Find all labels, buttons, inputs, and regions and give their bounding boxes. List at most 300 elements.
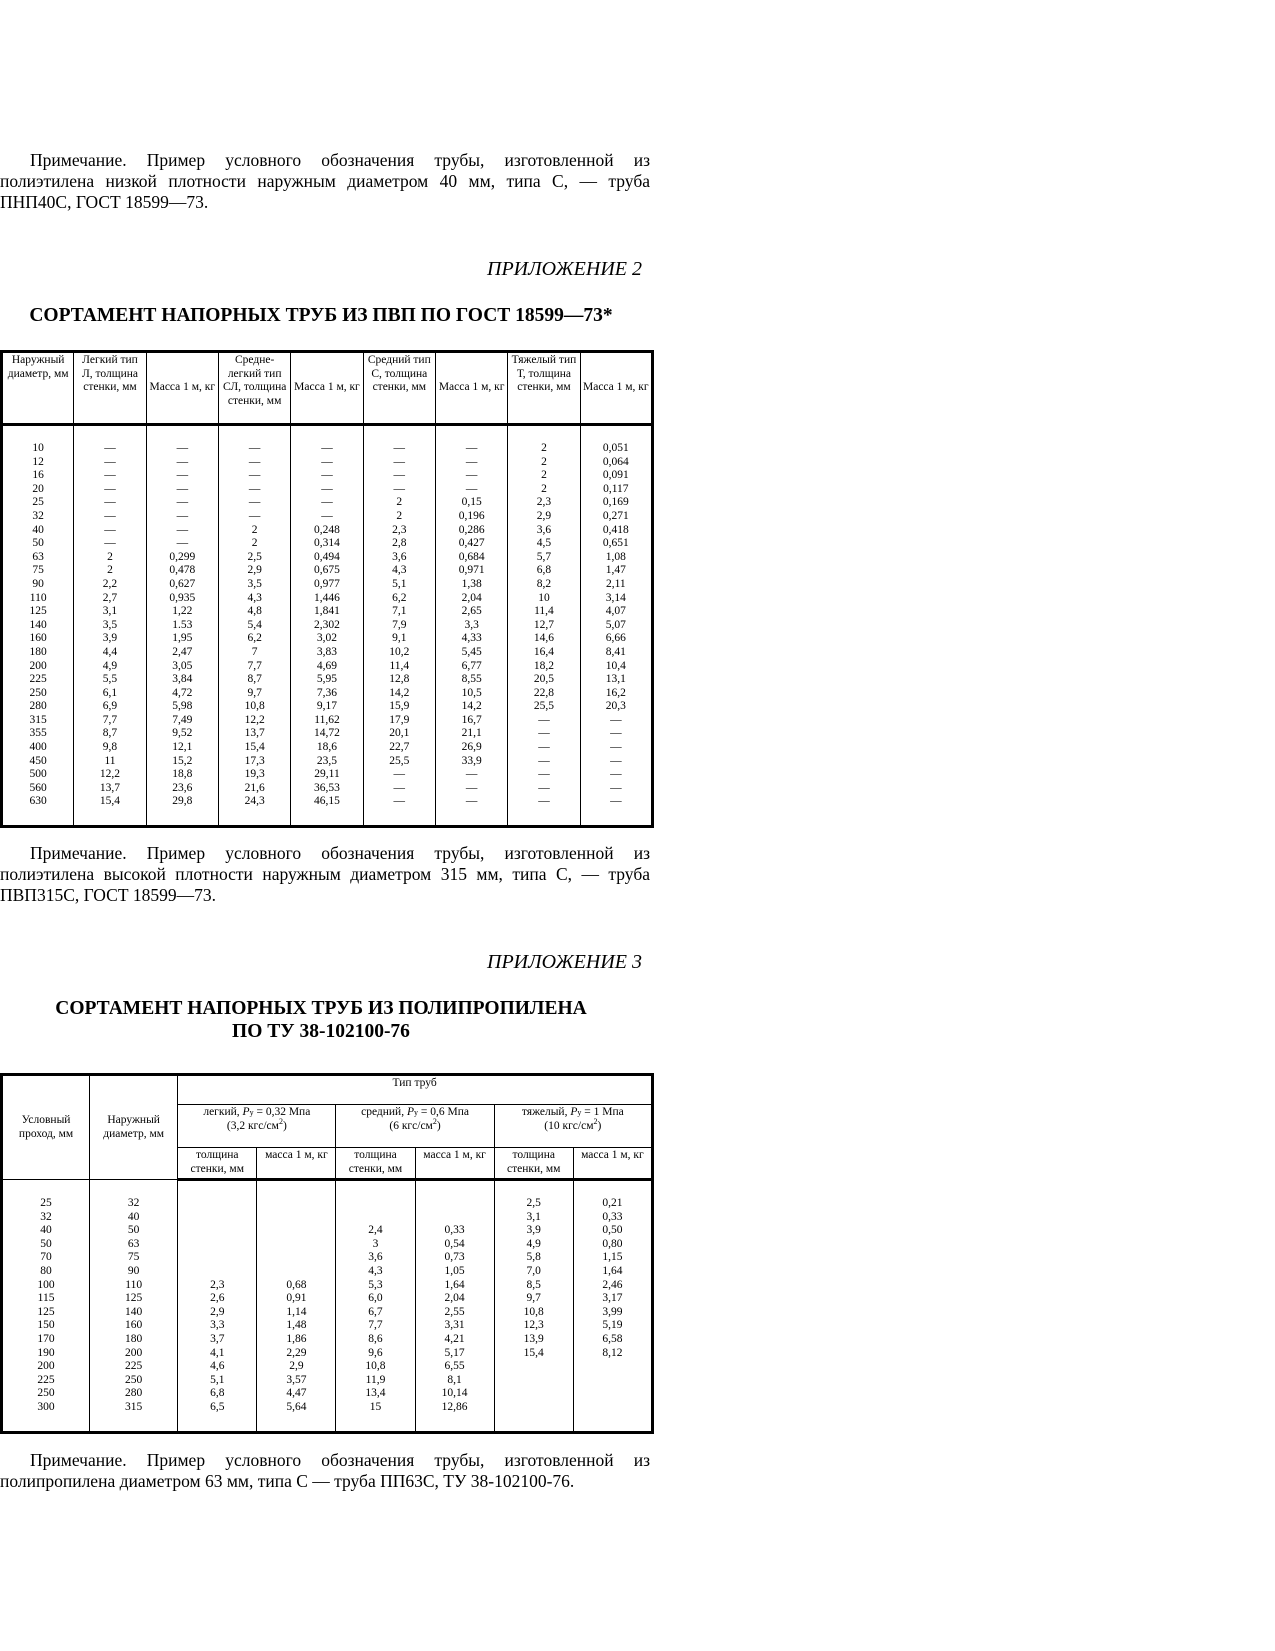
table-row — [2, 510, 653, 524]
spacer-cell — [336, 1180, 415, 1198]
table-cell: 10,8 — [218, 700, 290, 714]
spacer-cell — [2, 1180, 90, 1198]
appendix-3-label: ПРИЛОЖЕНИЕ 3 — [487, 951, 642, 973]
table-cell: 0,271 — [580, 510, 652, 524]
table-cell: 5,7 — [508, 551, 580, 565]
table-cell: 22,8 — [508, 687, 580, 701]
table-cell: 0,314 — [291, 537, 363, 551]
table-row — [2, 687, 653, 701]
table-cell: 0,286 — [435, 524, 507, 538]
table-cell: — — [363, 456, 435, 470]
table-cell: 150 — [2, 1319, 90, 1333]
table-cell: 0,418 — [580, 524, 652, 538]
table-cell: — — [146, 496, 218, 510]
table-cell: — — [508, 741, 580, 755]
table-row — [2, 1347, 653, 1361]
table-row — [2, 1387, 653, 1401]
table-cell: 0,478 — [146, 564, 218, 578]
header-text: = 1 Мпа — [581, 1106, 624, 1118]
table-cell: 4,3 — [363, 564, 435, 578]
table-2-body — [2, 425, 653, 827]
table-row — [2, 741, 653, 755]
table-cell: — — [508, 755, 580, 769]
table-cell: 315 — [2, 714, 74, 728]
col-header: Средне-легкий тип СЛ, толщина стенки, мм — [218, 352, 290, 425]
table-cell: — — [74, 496, 146, 510]
table-cell: — — [580, 714, 652, 728]
header-text: средний, — [361, 1106, 407, 1118]
table-cell: — — [508, 727, 580, 741]
table-cell: 110 — [90, 1279, 178, 1293]
table-cell: 17,9 — [363, 714, 435, 728]
table-cell: 2,65 — [435, 605, 507, 619]
table-row — [2, 1401, 653, 1415]
table-cell: 355 — [2, 727, 74, 741]
table-cell: — — [218, 496, 290, 510]
table-row — [2, 1265, 653, 1279]
table-cell: 23,5 — [291, 755, 363, 769]
table-row — [2, 673, 653, 687]
table-row — [2, 564, 653, 578]
table-cell: 0,50 — [573, 1224, 652, 1238]
table-cell: — — [146, 483, 218, 497]
col-header-medium — [336, 1105, 494, 1148]
table-cell: 25 — [2, 496, 74, 510]
table-cell: 2 — [508, 442, 580, 456]
table-cell: — — [218, 456, 290, 470]
table-cell: 11,62 — [291, 714, 363, 728]
appendix-2-label: ПРИЛОЖЕНИЕ 2 — [487, 258, 642, 280]
table-cell: 7,7 — [74, 714, 146, 728]
table-cell: 5,07 — [580, 619, 652, 633]
table-cell: 10,14 — [415, 1387, 494, 1401]
table-cell: — — [580, 755, 652, 769]
col-header: Масса 1 м, кг — [580, 352, 652, 425]
table-cell: 560 — [2, 782, 74, 796]
table-cell: 9,52 — [146, 727, 218, 741]
table-cell: 10,5 — [435, 687, 507, 701]
table-cell — [178, 1238, 257, 1252]
table-row — [2, 551, 653, 565]
table-cell: 1.53 — [146, 619, 218, 633]
table-cell: 12,2 — [218, 714, 290, 728]
table-cell: 2,3 — [178, 1279, 257, 1293]
table-cell: 5,8 — [494, 1251, 573, 1265]
table-cell: 1,95 — [146, 632, 218, 646]
header-text: P — [406, 1106, 414, 1118]
table-cell: 10,8 — [494, 1306, 573, 1320]
table-cell: 18,6 — [291, 741, 363, 755]
table-cell — [494, 1401, 573, 1415]
table-cell: 20,1 — [363, 727, 435, 741]
table-cell: 5,3 — [336, 1279, 415, 1293]
table-cell: 17,3 — [218, 755, 290, 769]
table-cell: 2,9 — [257, 1360, 336, 1374]
table-cell: 24,3 — [218, 795, 290, 809]
header-text: легкий, — [203, 1106, 243, 1118]
table-cell: 3,31 — [415, 1319, 494, 1333]
table-cell: 2,302 — [291, 619, 363, 633]
table-row — [2, 795, 653, 809]
table-row — [2, 496, 653, 510]
table-row — [2, 1224, 653, 1238]
table-cell: 125 — [90, 1292, 178, 1306]
table-cell: 6,8 — [178, 1387, 257, 1401]
table-cell: 15,4 — [74, 795, 146, 809]
table-cell: 19,3 — [218, 768, 290, 782]
table-row — [2, 1306, 653, 1320]
header-text: 2 — [432, 1116, 437, 1126]
table-cell: 1,86 — [257, 1333, 336, 1347]
table-cell: 13,1 — [580, 673, 652, 687]
table-cell: 63 — [2, 551, 74, 565]
col-header-outer-diameter: Наружный диаметр, мм — [90, 1075, 178, 1180]
table-cell: — — [74, 524, 146, 538]
table-cell: 75 — [2, 564, 74, 578]
spacer-cell — [336, 1415, 415, 1433]
table-cell: 2,8 — [363, 537, 435, 551]
header-text: ) — [597, 1119, 602, 1132]
table-cell — [494, 1360, 573, 1374]
table-cell: 2,9 — [178, 1306, 257, 1320]
table-cell: 16,4 — [508, 646, 580, 660]
table-cell: 32 — [2, 1211, 90, 1225]
table-cell: — — [146, 456, 218, 470]
header-text: y — [577, 1108, 582, 1117]
table-cell: 180 — [90, 1333, 178, 1347]
table-cell: 32 — [90, 1197, 178, 1211]
table-pp-pipes — [0, 1073, 654, 1434]
table-cell: — — [580, 782, 652, 796]
table-cell: 4,9 — [494, 1238, 573, 1252]
table-cell: — — [363, 442, 435, 456]
table-cell: — — [363, 768, 435, 782]
table-row — [2, 646, 653, 660]
table-cell: 0,427 — [435, 537, 507, 551]
col-header: Масса 1 м, кг — [146, 352, 218, 425]
table-cell: 32 — [2, 510, 74, 524]
table-cell: — — [74, 537, 146, 551]
table-cell — [573, 1374, 652, 1388]
table-3-title — [0, 997, 642, 1043]
table-cell: 5,19 — [573, 1319, 652, 1333]
table-cell: 3,1 — [74, 605, 146, 619]
table-cell: 10,8 — [336, 1360, 415, 1374]
table-cell: — — [435, 768, 507, 782]
table-cell: — — [74, 456, 146, 470]
table-row — [2, 727, 653, 741]
col-header-mass: масса 1 м, кг — [573, 1148, 652, 1180]
spacer-cell — [178, 1415, 257, 1433]
table-2-title: СОРТАМЕНТ НАПОРНЫХ ТРУБ ИЗ ПВП ПО ГОСТ 18599—73* — [29, 305, 613, 326]
table-cell: 5,1 — [178, 1374, 257, 1388]
table-cell: — — [146, 524, 218, 538]
table-cell: 20 — [2, 483, 74, 497]
table-row — [2, 456, 653, 470]
table-cell: 0,117 — [580, 483, 652, 497]
header-text: y — [414, 1108, 418, 1117]
table-3-title-line-1: СОРТАМЕНТ НАПОРНЫХ ТРУБ ИЗ ПОЛИПРОПИЛЕНА — [55, 998, 587, 1019]
table-cell: — — [74, 483, 146, 497]
table-cell: 25,5 — [363, 755, 435, 769]
table-cell: 1,64 — [415, 1279, 494, 1293]
table-cell: 0,051 — [580, 442, 652, 456]
table-cell — [178, 1224, 257, 1238]
table-cell: 1,05 — [415, 1265, 494, 1279]
table-cell: 110 — [2, 592, 74, 606]
spacer-cell — [415, 1180, 494, 1198]
table-cell: 225 — [2, 1374, 90, 1388]
note-1: Примечание. Пример условного обозначения трубы, изготовленной из полиэтилена низкой плотности наружным диаметром 40 мм, типа С, — труба ПНП40С, ГОСТ 18599—73. — [0, 150, 650, 212]
table-cell: — — [508, 768, 580, 782]
header-text: (6 кгс/см — [389, 1119, 433, 1132]
table-row — [2, 1374, 653, 1388]
table-cell — [178, 1265, 257, 1279]
table-cell — [178, 1197, 257, 1211]
table-cell: 2,47 — [146, 646, 218, 660]
table-cell: 10,4 — [580, 660, 652, 674]
table-cell: 4,5 — [508, 537, 580, 551]
spacer-cell — [494, 1415, 573, 1433]
table-cell: 2 — [363, 496, 435, 510]
table-row — [2, 714, 653, 728]
table-cell: 20,5 — [508, 673, 580, 687]
table-cell: 1,15 — [573, 1251, 652, 1265]
table-cell: 6,5 — [178, 1401, 257, 1415]
table-cell: 100 — [2, 1279, 90, 1293]
table-cell: 90 — [2, 578, 74, 592]
col-header-thickness: толщина стенки, мм — [494, 1148, 573, 1180]
table-cell: 4,1 — [178, 1347, 257, 1361]
col-header-mass: масса 1 м, кг — [257, 1148, 336, 1180]
table-cell: 63 — [90, 1238, 178, 1252]
header-text: ) — [282, 1119, 287, 1132]
table-cell: 0,33 — [415, 1224, 494, 1238]
table-cell: 10 — [508, 592, 580, 606]
table-cell: 3,17 — [573, 1292, 652, 1306]
table-cell: 0,977 — [291, 578, 363, 592]
table-cell: — — [363, 782, 435, 796]
spacer-cell — [218, 425, 290, 443]
note-2: Примечание. Пример условного обозначения трубы, изготовленной из полиэтилена высокой плотности наружным диаметром 315 мм, типа С, — труба ПВП315С, ГОСТ 18599—73. — [0, 843, 650, 905]
table-cell: — — [363, 469, 435, 483]
table-row — [2, 632, 653, 646]
table-cell: 9,1 — [363, 632, 435, 646]
table-cell: — — [435, 442, 507, 456]
table-cell: 1,48 — [257, 1319, 336, 1333]
table-cell: 250 — [2, 1387, 90, 1401]
table-cell: 0,15 — [435, 496, 507, 510]
table-row — [2, 1319, 653, 1333]
header-text: = 0,6 Мпа — [418, 1106, 469, 1118]
table-3-title-line-2: ПО ТУ 38-102100-76 — [232, 1021, 410, 1042]
table-cell: — — [218, 510, 290, 524]
table-cell: 5,98 — [146, 700, 218, 714]
spacer-cell — [573, 1180, 652, 1198]
table-row — [2, 660, 653, 674]
table-cell: 12 — [2, 456, 74, 470]
table-row — [2, 1333, 653, 1347]
table-cell: 7,1 — [363, 605, 435, 619]
table-cell: — — [291, 496, 363, 510]
table-cell: 50 — [2, 1238, 90, 1252]
spacer-cell — [178, 1180, 257, 1198]
table-cell: 3,57 — [257, 1374, 336, 1388]
table-row — [2, 768, 653, 782]
table-cell: 12,3 — [494, 1319, 573, 1333]
spacer-cell — [435, 809, 507, 827]
spacer-cell — [291, 809, 363, 827]
table-row — [2, 782, 653, 796]
table-cell: 9,6 — [336, 1347, 415, 1361]
table-cell: 7,49 — [146, 714, 218, 728]
table-cell — [257, 1265, 336, 1279]
table-cell: 18,2 — [508, 660, 580, 674]
table-cell: 2,9 — [218, 564, 290, 578]
table-cell: 2,5 — [218, 551, 290, 565]
table-cell: 200 — [2, 660, 74, 674]
spacer-cell — [146, 809, 218, 827]
col-header: Средний тип С, толщина стенки, мм — [363, 352, 435, 425]
table-cell: — — [218, 469, 290, 483]
table-cell: — — [508, 782, 580, 796]
table-cell: 3,02 — [291, 632, 363, 646]
table-cell: 40 — [90, 1211, 178, 1225]
table-cell: 13,4 — [336, 1387, 415, 1401]
table-cell: — — [580, 795, 652, 809]
table-cell: 2,3 — [508, 496, 580, 510]
table-cell — [494, 1374, 573, 1388]
table-cell: 4,47 — [257, 1387, 336, 1401]
table-cell — [257, 1211, 336, 1225]
spacer-cell — [146, 425, 218, 443]
header-text: (3,2 кгс/см — [226, 1119, 279, 1132]
table-cell: 6,58 — [573, 1333, 652, 1347]
table-cell: 6,77 — [435, 660, 507, 674]
table-cell: 12,7 — [508, 619, 580, 633]
header-text: 2 — [593, 1116, 598, 1126]
table-cell: 3,9 — [494, 1224, 573, 1238]
table-cell: 33,9 — [435, 755, 507, 769]
spacer-cell — [291, 425, 363, 443]
header-text: P — [242, 1106, 250, 1118]
table-cell: 3,05 — [146, 660, 218, 674]
table-cell: — — [218, 442, 290, 456]
table-cell: 3,9 — [74, 632, 146, 646]
header-text: y — [249, 1108, 254, 1117]
table-cell: — — [74, 510, 146, 524]
header-text: (10 кгс/см — [544, 1119, 594, 1132]
table-cell: 300 — [2, 1401, 90, 1415]
table-cell: 0,21 — [573, 1197, 652, 1211]
table-cell — [178, 1251, 257, 1265]
table-cell: 140 — [2, 619, 74, 633]
table-cell: 2,4 — [336, 1224, 415, 1238]
table-cell: 2 — [508, 456, 580, 470]
table-cell — [336, 1211, 415, 1225]
spacer-cell — [2, 425, 74, 443]
table-cell: 14,72 — [291, 727, 363, 741]
table-cell: 26,9 — [435, 741, 507, 755]
table-cell: 0,064 — [580, 456, 652, 470]
table-cell: 6,66 — [580, 632, 652, 646]
table-cell: 29,11 — [291, 768, 363, 782]
spacer-cell — [508, 425, 580, 443]
table-cell: 75 — [90, 1251, 178, 1265]
table-cell: 8,5 — [494, 1279, 573, 1293]
table-row — [2, 1211, 653, 1225]
table-cell: 4,21 — [415, 1333, 494, 1347]
table-pvp-pipes — [0, 350, 654, 828]
table-cell: 3,99 — [573, 1306, 652, 1320]
table-cell: 3,83 — [291, 646, 363, 660]
table-cell: 125 — [2, 1306, 90, 1320]
table-cell: 7,0 — [494, 1265, 573, 1279]
col-header-mass: масса 1 м, кг — [415, 1148, 494, 1180]
col-header-nominal-bore: Условный проход, мм — [2, 1075, 90, 1180]
table-cell: 200 — [2, 1360, 90, 1374]
table-cell: 3,14 — [580, 592, 652, 606]
table-cell: — — [146, 510, 218, 524]
table-cell: 2,6 — [178, 1292, 257, 1306]
table-cell: 5,45 — [435, 646, 507, 660]
table-row — [2, 483, 653, 497]
spacer-cell — [363, 809, 435, 827]
table-cell: 500 — [2, 768, 74, 782]
table-cell: 3,3 — [435, 619, 507, 633]
table-cell: 2 — [363, 510, 435, 524]
table-row — [2, 1292, 653, 1306]
table-cell: 1,47 — [580, 564, 652, 578]
table-cell: 0,651 — [580, 537, 652, 551]
table-cell: — — [291, 469, 363, 483]
table-cell: 250 — [2, 687, 74, 701]
table-cell: 8,55 — [435, 673, 507, 687]
table-cell: 1,38 — [435, 578, 507, 592]
table-cell: 12,1 — [146, 741, 218, 755]
table-cell: 4,3 — [336, 1265, 415, 1279]
table-cell: — — [435, 795, 507, 809]
table-cell: 2,7 — [74, 592, 146, 606]
spacer-cell — [435, 425, 507, 443]
table-row — [2, 469, 653, 483]
header-text: 2 — [278, 1116, 283, 1126]
spacer-cell — [580, 809, 652, 827]
table-row — [2, 1360, 653, 1374]
col-header: Легкий тип Л, толщина стенки, мм — [74, 352, 146, 425]
table-cell: 6,9 — [74, 700, 146, 714]
table-cell — [257, 1251, 336, 1265]
table-cell: — — [74, 469, 146, 483]
table-cell: 200 — [90, 1347, 178, 1361]
table-cell: 13,9 — [494, 1333, 573, 1347]
table-cell: 1,64 — [573, 1265, 652, 1279]
table-cell: 3,7 — [178, 1333, 257, 1347]
table-cell: 13,7 — [218, 727, 290, 741]
table-row — [2, 592, 653, 606]
table-row — [2, 755, 653, 769]
table-cell: 20,3 — [580, 700, 652, 714]
table-cell: 4,3 — [218, 592, 290, 606]
table-cell: 16,2 — [580, 687, 652, 701]
table-cell — [257, 1238, 336, 1252]
table-cell: 14,6 — [508, 632, 580, 646]
table-cell: 8,41 — [580, 646, 652, 660]
table-cell: 2,55 — [415, 1306, 494, 1320]
table-cell: 4,33 — [435, 632, 507, 646]
spacer-cell — [90, 1415, 178, 1433]
table-cell: 630 — [2, 795, 74, 809]
